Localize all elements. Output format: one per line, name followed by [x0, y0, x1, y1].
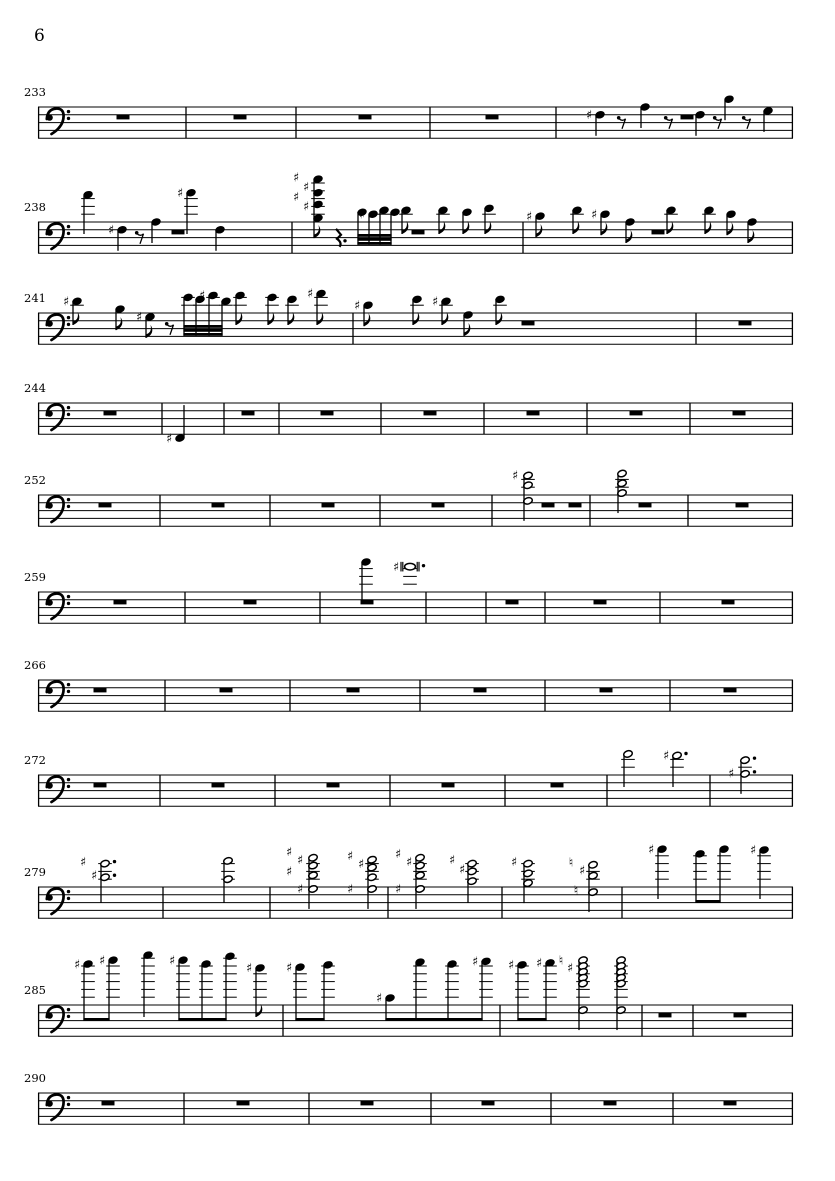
bar-rest — [506, 600, 519, 605]
eighth-flag-icon — [288, 312, 294, 325]
sharp-icon: ♯ — [285, 863, 293, 879]
bar-rest — [594, 600, 607, 605]
note — [63, 294, 84, 326]
sharp-icon: ♯ — [375, 990, 383, 1006]
note — [177, 185, 198, 234]
note — [432, 294, 453, 326]
beam — [83, 1018, 109, 1021]
augmentation-dot — [753, 770, 756, 773]
beam-group — [693, 845, 731, 903]
beam-group — [376, 954, 493, 1021]
sharp-icon: ♯ — [392, 558, 400, 574]
measure-number: 241 — [24, 291, 46, 305]
eighth-flag-icon — [485, 221, 491, 234]
chord — [449, 852, 479, 903]
sharp-icon: ♯ — [507, 957, 515, 973]
bar-rest — [659, 1013, 672, 1018]
chord — [395, 846, 427, 909]
measure-number: 272 — [24, 753, 46, 767]
note — [141, 951, 155, 1017]
sharp-icon: ♯ — [302, 198, 310, 214]
bar-rest — [442, 783, 455, 788]
system-279 — [24, 841, 793, 918]
bar-rest — [347, 688, 360, 693]
measure-number: 266 — [24, 658, 46, 672]
note — [625, 218, 635, 243]
sharp-icon: ♯ — [198, 287, 206, 303]
augmentation-dot — [343, 239, 346, 242]
note — [526, 208, 545, 237]
measure-number: 244 — [24, 381, 46, 395]
augmentation-dot — [113, 860, 116, 863]
eighth-flag-icon — [464, 323, 470, 336]
bar-rest — [212, 783, 225, 788]
beam — [357, 242, 391, 245]
eighth-flag-icon — [601, 222, 607, 235]
bar-rest — [114, 600, 127, 605]
eighth-flag-icon — [442, 312, 448, 325]
bar-rest — [522, 321, 535, 326]
bar-rest — [474, 688, 487, 693]
chord — [347, 848, 379, 909]
augmentation-dot — [684, 752, 687, 755]
eighth-flag-icon — [314, 225, 320, 238]
eighth-flag-icon — [626, 230, 632, 243]
chord — [286, 844, 320, 909]
bar-rest — [322, 503, 335, 508]
beam — [183, 325, 222, 328]
sharp-icon: ♯ — [292, 188, 300, 204]
sharp-icon: ♯ — [585, 107, 593, 122]
sharp-icon: ♯ — [107, 222, 115, 237]
natural-icon: ♮ — [573, 882, 579, 898]
bar-rest — [724, 688, 737, 693]
measure-number: 279 — [24, 865, 46, 879]
eighth-flag-icon — [536, 224, 542, 237]
sharp-icon: ♯ — [79, 853, 87, 869]
measure-number: 233 — [24, 85, 46, 99]
bar-rest — [244, 600, 257, 605]
bar-rest — [736, 503, 749, 508]
bar-rest — [321, 411, 334, 416]
sharp-icon: ♯ — [302, 179, 310, 195]
beam — [517, 1018, 546, 1021]
note — [463, 311, 473, 336]
note — [724, 95, 734, 120]
bar-rest — [359, 115, 372, 120]
note — [726, 210, 736, 235]
chord — [293, 169, 325, 238]
sharp-icon: ♯ — [405, 853, 413, 869]
bar-rest — [681, 115, 694, 120]
sharp-icon: ♯ — [662, 747, 670, 763]
note — [81, 190, 95, 234]
bar-rest — [104, 411, 117, 416]
beam — [385, 1018, 482, 1021]
eighth-flag-icon — [748, 230, 754, 243]
bar-rest — [733, 411, 746, 416]
bar-rest — [639, 503, 652, 508]
note — [354, 297, 373, 326]
bar-rest — [734, 1013, 747, 1018]
natural-icon: ♮ — [558, 952, 564, 968]
bar-rest — [722, 600, 735, 605]
eighth-flag-icon — [236, 312, 242, 325]
bar-rest — [739, 321, 752, 326]
eighth-flag-icon — [364, 313, 370, 326]
beam — [695, 900, 720, 903]
bar-rest — [652, 230, 665, 235]
beam-group — [286, 959, 335, 1020]
beam — [178, 1018, 226, 1021]
note — [233, 291, 247, 325]
sharp-icon: ♯ — [62, 293, 70, 309]
bar-rest — [102, 1101, 115, 1106]
eighth-flag-icon — [73, 312, 79, 325]
sharp-icon: ♯ — [346, 848, 354, 863]
sharp-icon: ♯ — [448, 851, 456, 867]
eighth-flag-icon — [413, 312, 419, 325]
sharp-icon: ♯ — [458, 861, 466, 877]
note — [359, 558, 373, 604]
bar-rest — [551, 783, 564, 788]
sharp-icon: ♯ — [358, 206, 366, 222]
eighth-flag-icon — [727, 222, 733, 235]
eighth-flag-icon — [439, 221, 445, 234]
system-272 — [24, 748, 793, 807]
sharp-icon: ♯ — [353, 297, 361, 313]
sharp-icon: ♯ — [346, 881, 354, 897]
chord — [569, 855, 600, 912]
note — [307, 286, 328, 325]
bar-rest — [630, 411, 643, 416]
system-285 — [24, 951, 793, 1036]
sharp-icon: ♯ — [168, 952, 176, 968]
sharp-icon: ♯ — [511, 467, 519, 483]
sharp-icon: ♯ — [471, 953, 479, 969]
bar-rest — [412, 230, 425, 235]
system-259 — [24, 558, 793, 624]
bar-rest — [327, 783, 340, 788]
note — [695, 110, 705, 135]
bar-rest — [600, 688, 613, 693]
augmentation-dot — [422, 564, 425, 567]
note — [246, 960, 267, 1017]
bar-rest — [234, 115, 247, 120]
system-266 — [24, 658, 793, 711]
beam — [183, 333, 222, 336]
sharp-icon: ♯ — [285, 844, 293, 860]
measure-number: 259 — [24, 570, 46, 584]
sharp-icon: ♯ — [296, 851, 304, 867]
measure-number: 290 — [24, 1071, 46, 1085]
bar-rest — [424, 411, 437, 416]
eighth-flag-icon — [463, 221, 469, 234]
beam-group — [169, 952, 237, 1021]
sharp-icon: ♯ — [727, 765, 735, 781]
bar-rest — [172, 230, 185, 235]
note — [640, 103, 650, 128]
augmentation-dot — [753, 756, 756, 759]
bar-rest — [486, 115, 499, 120]
note — [763, 107, 773, 132]
chord — [559, 952, 590, 1030]
sharp-icon: ♯ — [535, 955, 543, 971]
sharp-icon: ♯ — [165, 430, 173, 446]
system-290 — [24, 1071, 793, 1124]
sharp-icon: ♯ — [578, 862, 586, 878]
note — [621, 750, 635, 787]
eighth-flag-icon — [667, 221, 673, 234]
system-244 — [24, 381, 793, 445]
chord — [512, 468, 535, 521]
beam — [295, 1018, 324, 1021]
sharp-icon: ♯ — [431, 293, 439, 309]
measure-number: 238 — [24, 200, 46, 214]
bar-rest — [361, 1101, 374, 1106]
eighth-flag-icon — [705, 221, 711, 234]
sharp-icon: ♯ — [510, 853, 518, 869]
sharp-icon: ♯ — [98, 952, 106, 968]
bar-rest — [212, 503, 225, 508]
eighth-flag-icon — [573, 221, 579, 234]
notehead — [405, 563, 416, 570]
note — [215, 225, 225, 250]
chord — [614, 956, 628, 1030]
bar-rest — [94, 783, 107, 788]
sharp-icon: ♯ — [73, 956, 81, 972]
note — [115, 305, 125, 330]
sharp-icon: ♯ — [306, 285, 314, 301]
bar-rest — [99, 503, 112, 508]
bar-rest — [242, 411, 255, 416]
measure-number: 252 — [24, 473, 46, 487]
sharp-icon: ♯ — [135, 309, 143, 325]
sharp-icon: ♯ — [590, 206, 598, 222]
note — [747, 218, 757, 243]
eighth-flag-icon — [268, 312, 274, 325]
chord — [221, 857, 235, 903]
note — [750, 842, 771, 899]
sharp-icon: ♯ — [525, 208, 533, 224]
breve-note — [393, 559, 425, 584]
eighth-flag-icon — [317, 312, 323, 325]
sharp-icon: ♯ — [394, 846, 402, 862]
sharp-icon: ♯ — [292, 169, 300, 185]
note — [663, 748, 688, 787]
sharp-icon: ♯ — [176, 184, 184, 200]
bar-rest — [724, 1101, 737, 1106]
chord — [80, 854, 116, 903]
beam — [357, 238, 391, 241]
eighth-flag-icon — [256, 1004, 262, 1017]
sharp-icon: ♯ — [394, 881, 402, 897]
sharp-icon: ♯ — [245, 960, 253, 976]
bar-rest — [527, 411, 540, 416]
eighth-flag-icon — [496, 312, 502, 325]
beam-group — [357, 206, 400, 245]
sharp-icon: ♯ — [647, 841, 655, 857]
note — [108, 222, 127, 251]
note — [586, 107, 605, 136]
bar-rest — [604, 1101, 617, 1106]
beam-group — [508, 955, 557, 1021]
chord — [615, 469, 629, 513]
note — [591, 206, 610, 235]
bar-rest — [482, 1101, 495, 1106]
system-241 — [24, 286, 793, 345]
bar-rest — [432, 503, 445, 508]
bar-rest — [94, 688, 107, 693]
beam-group — [74, 952, 120, 1020]
system-233 — [24, 85, 793, 138]
note — [265, 293, 279, 325]
system-238 — [24, 169, 793, 253]
bar-rest — [220, 688, 233, 693]
sharp-icon: ♯ — [296, 881, 304, 897]
note — [648, 841, 669, 899]
natural-icon: ♮ — [568, 854, 574, 870]
sharp-icon: ♯ — [90, 867, 98, 883]
page-number: 6 — [34, 26, 45, 46]
sharp-icon: ♯ — [566, 960, 574, 976]
eighth-flag-icon — [402, 221, 408, 234]
beam — [183, 329, 222, 332]
sharp-icon: ♯ — [749, 842, 757, 858]
bar-rest — [569, 503, 582, 508]
chord — [511, 854, 535, 903]
augmentation-dot — [113, 874, 116, 877]
bar-rest — [237, 1101, 250, 1106]
system-252 — [24, 468, 793, 527]
bar-rest — [542, 503, 555, 508]
sharp-icon: ♯ — [285, 959, 293, 975]
measure-number: 285 — [24, 983, 46, 997]
beam — [357, 234, 391, 237]
sharp-icon: ♯ — [357, 855, 365, 871]
bar-rest — [117, 115, 130, 120]
note — [151, 218, 161, 243]
